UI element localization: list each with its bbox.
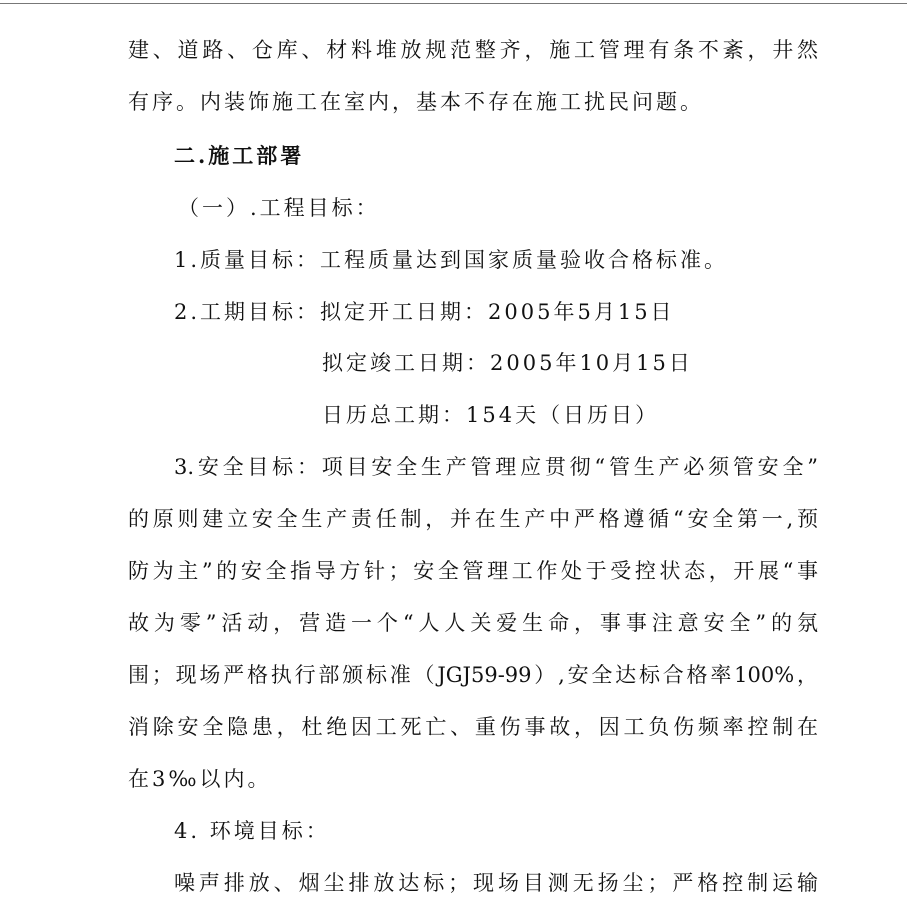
subsection-heading: （一）.工程目标：	[178, 196, 380, 220]
paragraph-line: 故为零”活动，营造一个“人人关爱生命，事事注意安全”的氛	[128, 611, 818, 635]
page-top-rule	[0, 3, 907, 4]
quality-target: 1.质量目标：工程质量达到国家质量验收合格标准。	[174, 248, 729, 272]
paragraph-line: 围；现场严格执行部颁标准（JGJ59-99）,安全达标合格率100%，	[128, 663, 818, 687]
schedule-target-start: 2.工期目标：拟定开工日期：2005年5月15日	[174, 300, 675, 324]
paragraph-line: 防为主”的安全指导方针；安全管理工作处于受控状态，开展“事	[128, 559, 818, 583]
schedule-target-finish: 拟定竣工日期：2005年10月15日	[322, 351, 693, 375]
paragraph-line: 在3‰以内。	[128, 767, 272, 791]
environment-target-heading: 4. 环境目标：	[174, 819, 330, 843]
section-heading: 二.施工部署	[174, 143, 305, 168]
safety-target-line: 3.安全目标：项目安全生产管理应贯彻“管生产必须管安全”	[174, 455, 818, 479]
paragraph-line: 建、道路、仓库、材料堆放规范整齐，施工管理有条不紊，井然	[128, 38, 818, 62]
schedule-target-duration: 日历总工期：154天（日历日）	[322, 403, 660, 427]
paragraph-line: 的原则建立安全生产责任制，并在生产中严格遵循“安全第一,预	[128, 507, 818, 531]
environment-target-line: 噪声排放、烟尘排放达标；现场目测无扬尘；严格控制运输	[174, 871, 818, 895]
paragraph-line: 有序。内装饰施工在室内，基本不存在施工扰民问题。	[128, 90, 704, 114]
paragraph-line: 消除安全隐患，杜绝因工死亡、重伤事故，因工负伤频率控制在	[128, 715, 818, 739]
